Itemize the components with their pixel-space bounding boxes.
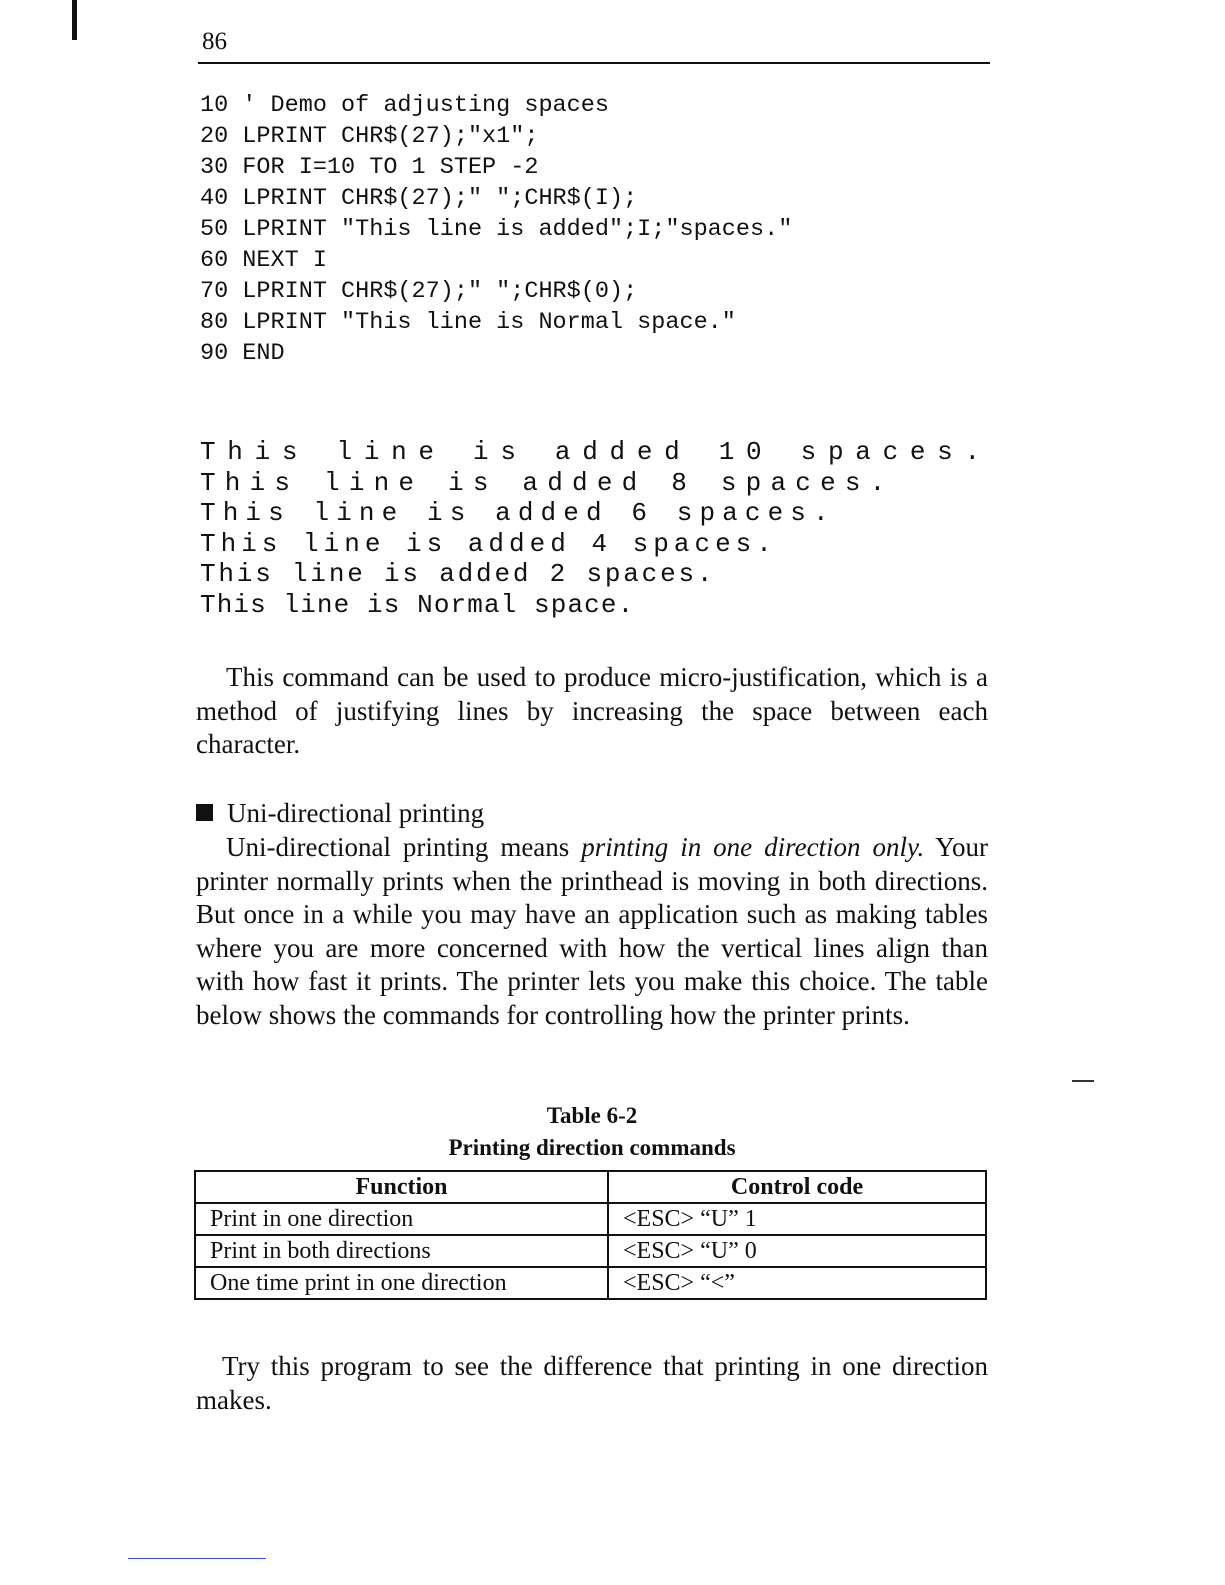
code-line: 40 LPRINT CHR$(27);" ";CHR$(I); [200,185,638,212]
output-line: This line is added 10 spaces. [200,437,992,467]
output-line: This line is added 6 spaces. [200,498,836,528]
code-line: 70 LPRINT CHR$(27);" ";CHR$(0); [200,278,638,305]
header-rule [198,62,990,64]
section-heading [196,797,484,830]
margin-mark [1072,1080,1094,1082]
code-line: 60 NEXT I [200,247,327,274]
control-code-cell: <ESC> “U” 0 [608,1235,986,1267]
section-heading-text: Uni-directional printing [227,798,485,828]
function-cell: Print in both directions [195,1235,608,1267]
function-cell: One time print in one direction [195,1267,608,1299]
control-code-cell: <ESC> “<” [608,1267,986,1299]
table-title: Printing direction commands [448,1135,736,1160]
printed-output [200,437,992,620]
table-row [195,1267,986,1299]
output-line: This line is added 8 spaces. [200,467,895,498]
table-header-cell: Control code [608,1171,986,1203]
paragraph-micro-justification [196,661,988,762]
code-line: 50 LPRINT "This line is added";I;"spaces." [200,216,793,243]
paragraph-try-program [196,1350,988,1417]
code-line: 20 LPRINT CHR$(27);"x1"; [200,123,539,150]
output-line: This line is added 2 spaces. [200,559,716,589]
code-line: 90 END [200,340,285,367]
paragraph-uni-directional [196,831,988,1032]
code-listing [200,90,792,369]
output-line: This line is Normal space. [200,589,635,620]
output-line: This line is added 4 spaces. [200,528,777,559]
page-number: 86 [202,28,227,55]
scan-bottom-mark [128,1558,266,1559]
paragraph-text: Your printer normally prints when the printhead is moving in both directions. But once in a while you may have an application such as making tables where you are more concerned with how the vertical lines align than with how fast it prints. The printer lets you make this choice. The table below shows the commands for controlling how the printer prints. [196,832,988,1030]
printing-direction-table [194,1170,987,1300]
square-bullet-icon [196,804,213,821]
table-header-row [195,1171,986,1203]
table-header-cell: Function [195,1171,608,1203]
table-number: Table 6-2 [546,1103,638,1128]
table-row [195,1235,986,1267]
code-line: 10 ' Demo of adjusting spaces [200,92,609,119]
code-line: 30 FOR I=10 TO 1 STEP -2 [200,154,539,181]
paragraph-text: Uni-directional printing means [226,832,582,862]
paragraph-text: This command can be used to produce micro-justification, which is a method of justifying lines by increasing the space between each character. [196,662,988,759]
table-row [195,1203,986,1235]
paragraph-text: Try this program to see the difference that printing in one direction makes. [196,1351,988,1415]
emphasis-text: printing in one direction only. [581,832,925,862]
control-code-cell: <ESC> “U” 1 [608,1203,986,1235]
code-line: 80 LPRINT "This line is Normal space." [200,309,736,336]
scan-edge-mark [72,0,77,40]
function-cell: Print in one direction [195,1203,608,1235]
